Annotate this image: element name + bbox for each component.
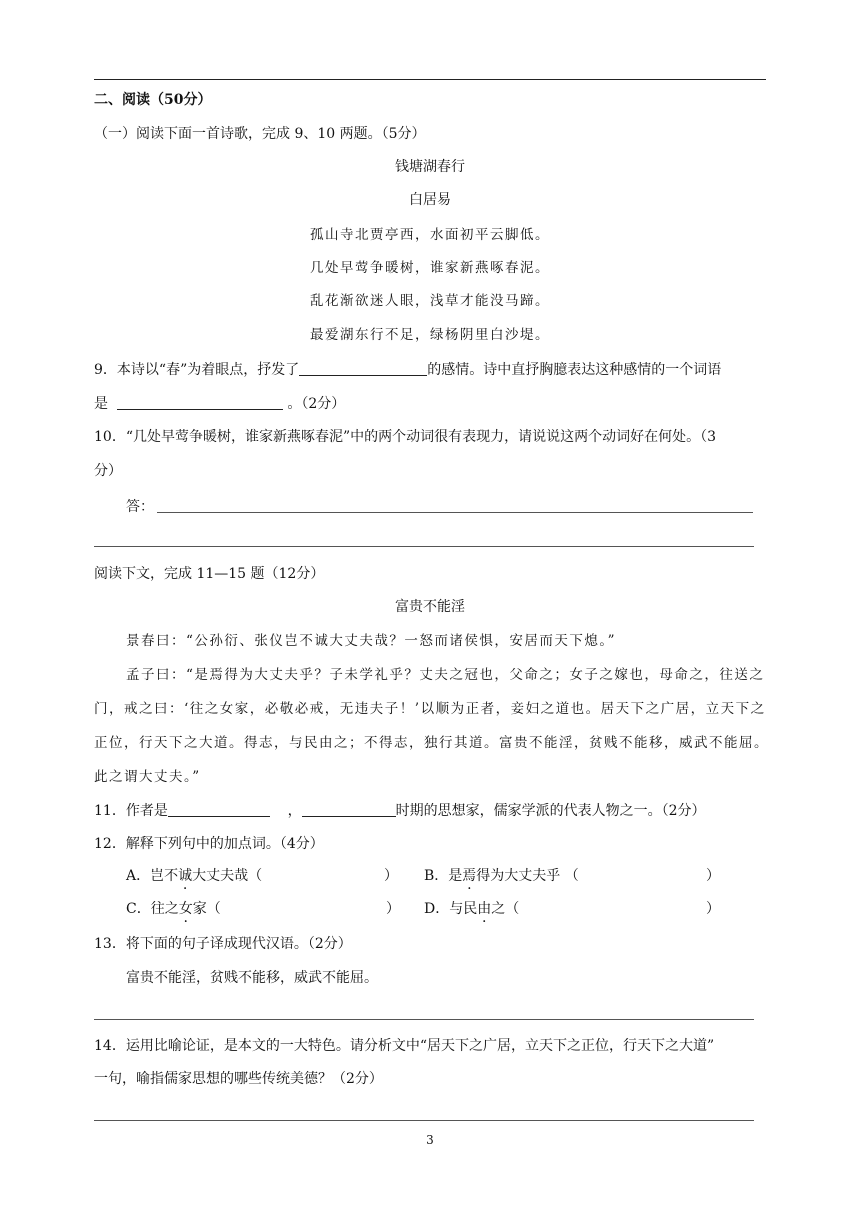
- dotted-word: 诚: [178, 868, 193, 884]
- question-11: [94, 801, 706, 821]
- question-10-cont: 分）: [94, 463, 122, 479]
- option-text: 岂不: [150, 868, 179, 884]
- option-text: 往之: [150, 901, 179, 917]
- q11-blank-2[interactable]: [302, 802, 396, 817]
- q11-suffix: 时期的思想家，儒家学派的代表人物之一。（2分）: [395, 803, 706, 819]
- question-13: 13．将下面的句子译成现代汉语。（2分）: [94, 936, 352, 952]
- option-text: 与民: [449, 901, 478, 917]
- question-9-line2: [94, 394, 345, 414]
- q9-line2-suffix: 。（2分）: [287, 396, 346, 412]
- poem-line: 最爱湖东行不足，绿杨阴里白沙堤。: [310, 327, 550, 343]
- answer-line-2[interactable]: [94, 546, 754, 547]
- q12-option-d: [424, 899, 519, 919]
- poem-line: 孤山寺北贾亭西，水面初平云脚低。: [310, 227, 550, 243]
- section-title: 二、阅读（50分）: [94, 92, 212, 108]
- text-paragraph-2-line: 正位，行天下之大道。得志，与民由之；不得志，独行其道。富贵不能淫，贫贱不能移，威武不能屈。: [94, 735, 769, 751]
- page-number: 3: [426, 1133, 434, 1147]
- q12-option-b: [424, 866, 579, 886]
- poem-line: 几处早莺争暖树，谁家新燕啄春泥。: [310, 260, 550, 276]
- text-paragraph-1: 景春曰：“公孙衍、张仪岂不诚大丈夫哉？一怒而诸侯惧，安居而天下熄。”: [126, 633, 617, 649]
- dotted-word: 焉: [462, 868, 477, 884]
- option-label: D．: [424, 901, 450, 917]
- top-rule: [94, 79, 766, 80]
- option-text: 之（: [491, 901, 520, 917]
- text-paragraph-2-line: 孟子曰：“是焉得为大丈夫乎？子未学礼乎？丈夫之冠也，父命之；女子之嫁也，母命之，往送之: [126, 667, 765, 683]
- poem-line: 乱花渐欲迷人眼，浅草才能没马蹄。: [310, 293, 550, 309]
- answer-line-1[interactable]: [157, 512, 753, 513]
- option-label: C．: [126, 901, 151, 917]
- q9-suffix: 的感情。诗中直抒胸臆表达这种感情的一个词语: [427, 362, 722, 378]
- text-title: 富贵不能淫: [395, 599, 465, 615]
- q12-c-close: ）: [386, 901, 400, 917]
- option-text: 大丈夫哉（: [192, 868, 263, 884]
- option-text: 家（: [192, 901, 221, 917]
- option-label: B．: [424, 868, 449, 884]
- q12-option-c: [126, 899, 221, 919]
- q11-comma: ，: [287, 803, 302, 819]
- q9-prefix: 9．本诗以“春”为着眼点，抒发了: [94, 362, 300, 378]
- option-text: 是: [448, 868, 463, 884]
- question-10: 10．“几处早莺争暖树，谁家新燕啄春泥”中的两个动词很有表现力，请说说这两个动词好在何处。（3: [94, 429, 717, 445]
- text-paragraph-2-line: 此之谓大丈夫。”: [94, 769, 201, 785]
- option-text: 得为大丈夫乎 （: [476, 868, 579, 884]
- question-14-cont: 一句，喻指儒家思想的哪些传统美德？（2分）: [94, 1071, 383, 1087]
- option-label: A．: [126, 868, 151, 884]
- text-paragraph-2-line: 门，戒之曰：‘往之女家，必敬必戒，无违夫子！’以顺为正者，妾妇之道也。居天下之广居，立天下之: [94, 701, 766, 717]
- poem-author: 白居易: [409, 192, 451, 208]
- answer-label: 答：: [126, 499, 154, 515]
- q13-sentence: 富贵不能淫，贫贱不能移，威武不能屈。: [126, 970, 378, 986]
- question-14: 14．运用比喻论证，是本文的一大特色。请分析文中“居天下之广居，立天下之正位，行天下之大道”: [94, 1038, 715, 1054]
- q9-blank-2[interactable]: [117, 395, 283, 410]
- dotted-word: 女: [178, 901, 193, 917]
- part2-instruction: 阅读下文，完成 11—15 题（12分）: [94, 566, 325, 582]
- q11-blank-1[interactable]: [168, 802, 270, 817]
- part1-instruction: （一）阅读下面一首诗歌，完成 9、10 两题。（5分）: [94, 126, 426, 142]
- q9-line2-prefix: 是: [94, 396, 108, 412]
- q12-d-close: ）: [706, 901, 720, 917]
- question-12: 12．解释下列句中的加点词。（4分）: [94, 836, 324, 852]
- q12-option-a: [126, 866, 262, 886]
- question-9: [94, 360, 721, 380]
- poem-title: 钱塘湖春行: [395, 159, 465, 175]
- dotted-word: 由: [477, 901, 492, 917]
- q9-blank-1[interactable]: [299, 361, 427, 376]
- q12-b-close: ）: [706, 868, 720, 884]
- q13-answer-line[interactable]: [94, 1019, 754, 1020]
- q11-prefix: 11．作者是: [94, 803, 168, 819]
- q14-answer-line[interactable]: [94, 1120, 754, 1121]
- q12-a-close: ）: [384, 868, 398, 884]
